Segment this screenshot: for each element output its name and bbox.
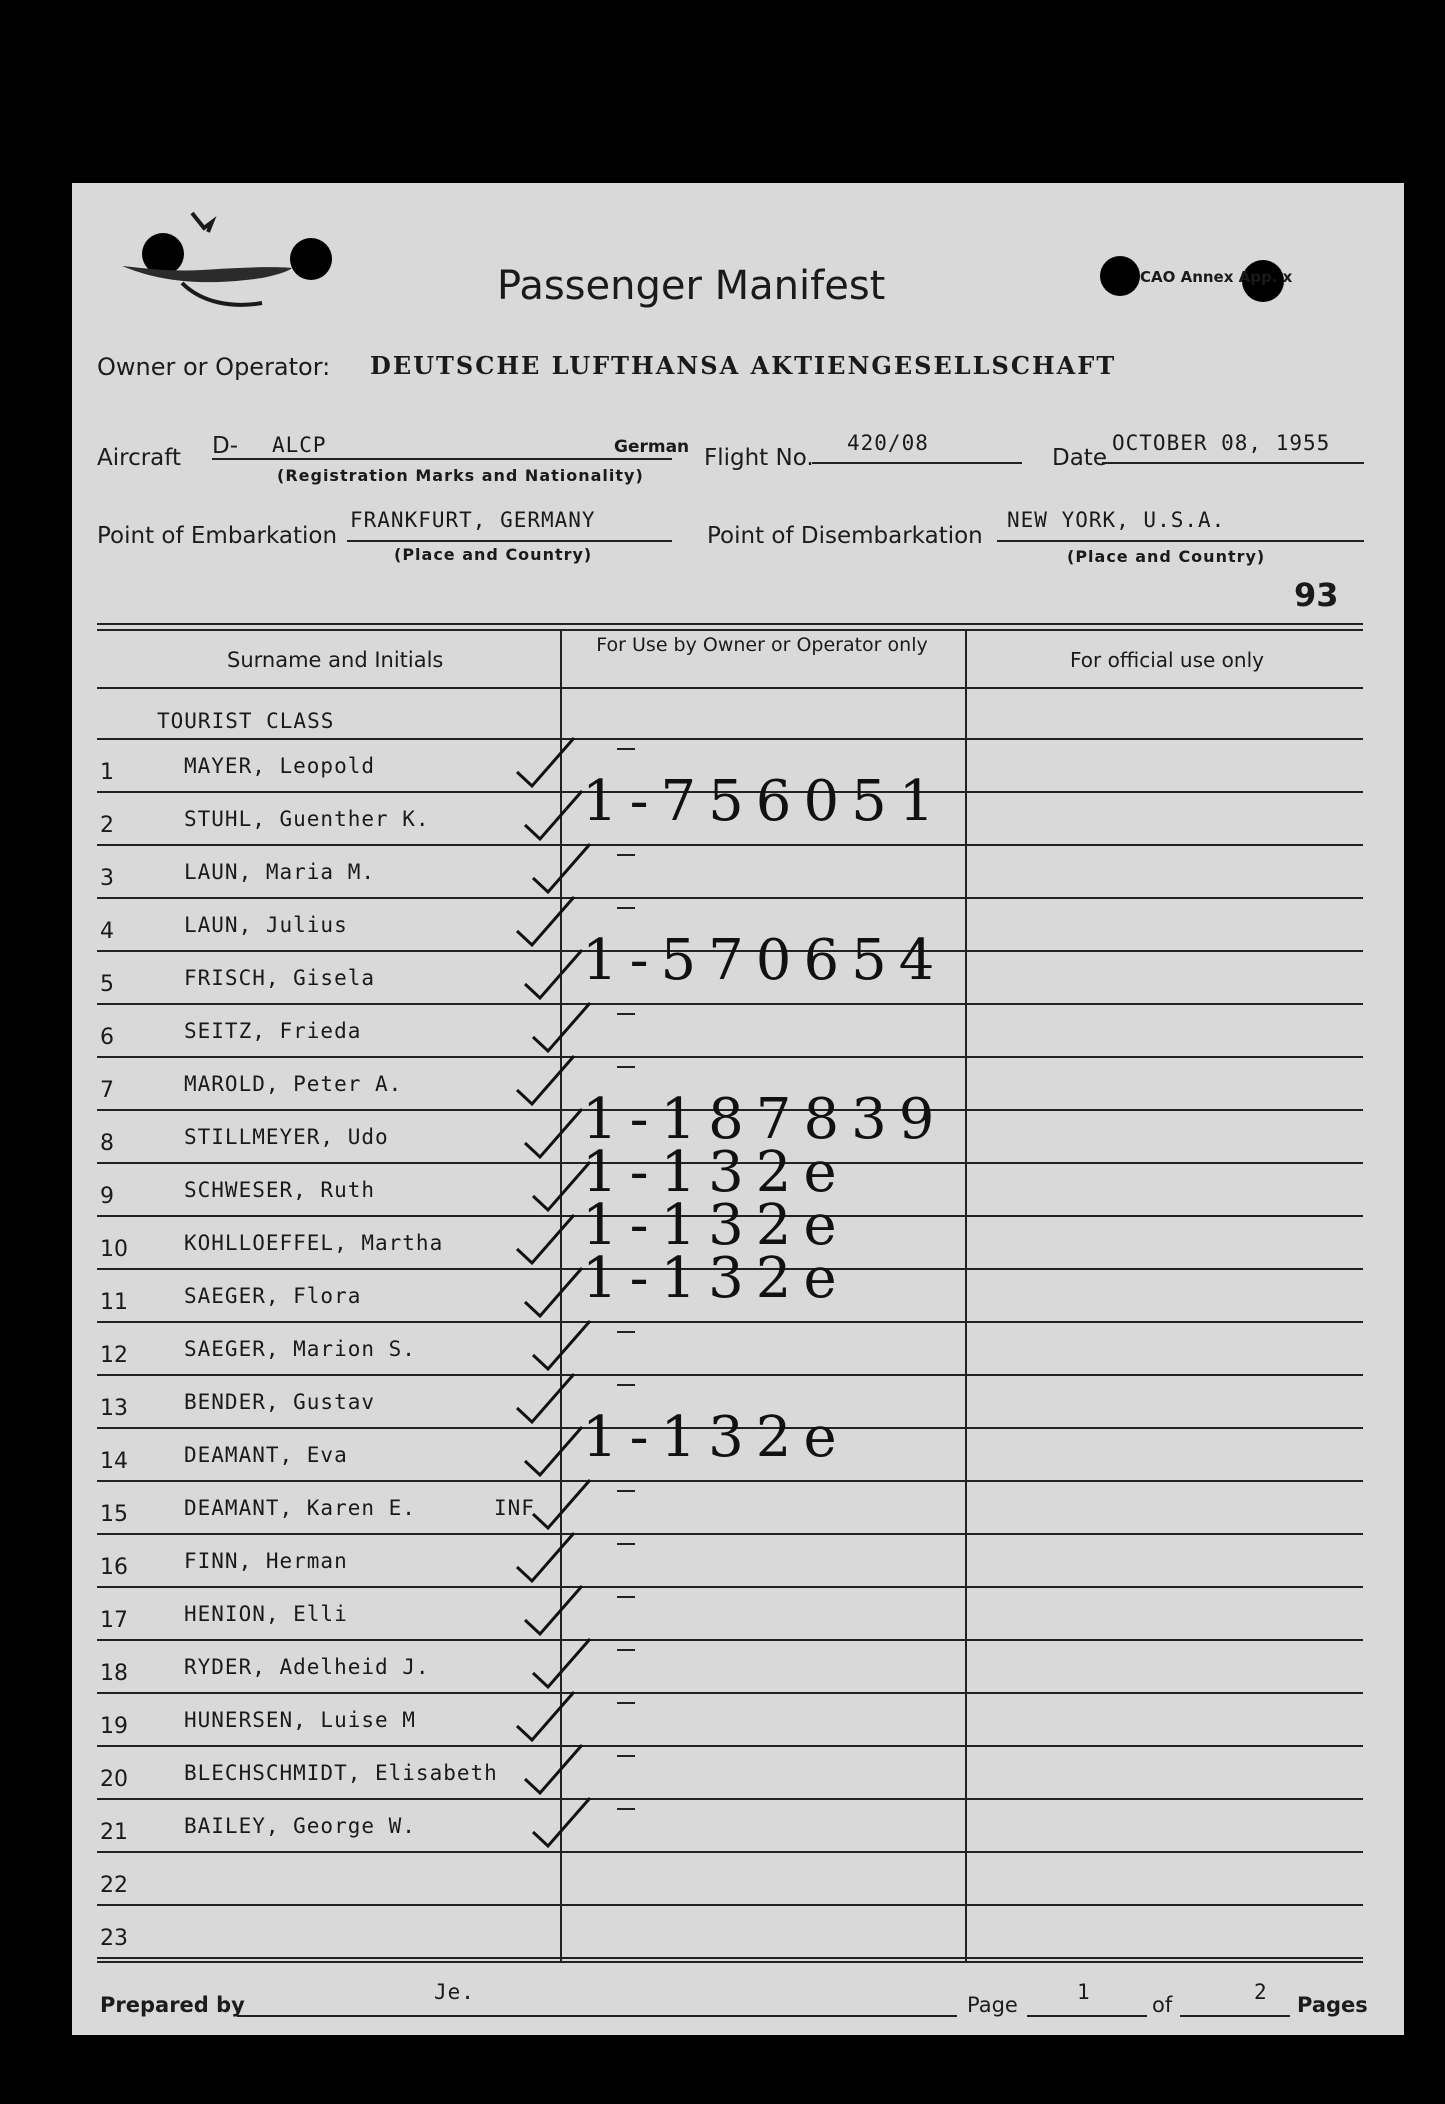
- row-number: 23: [100, 1926, 128, 1951]
- aircraft-nationality: German: [614, 437, 690, 457]
- row-number: 5: [100, 972, 114, 997]
- row-number: 3: [100, 866, 114, 891]
- header-bottom-rule: [97, 687, 1363, 689]
- check-mark-icon: [520, 1105, 590, 1165]
- dash-mark: [617, 1384, 635, 1386]
- row-number: 20: [100, 1767, 128, 1792]
- ticket-number: 1-756051: [582, 769, 947, 834]
- dash-mark: [617, 1755, 635, 1757]
- check-mark-icon: [512, 893, 582, 953]
- dash-mark: [617, 1013, 635, 1015]
- embark-underline: [347, 540, 672, 542]
- dash-mark: [617, 1490, 635, 1492]
- table-bottom-rule: [97, 1961, 1363, 1963]
- check-mark-icon: [528, 999, 598, 1059]
- check-mark-icon: [520, 787, 590, 847]
- passenger-name: LAUN, Maria M.: [184, 860, 376, 884]
- row-number: 21: [100, 1820, 128, 1845]
- row-number: 6: [100, 1025, 114, 1050]
- row-rule: [97, 897, 1363, 899]
- row-number: 4: [100, 919, 114, 944]
- passenger-name: DEAMANT, Karen E.: [184, 1496, 416, 1520]
- sheet-number: 93: [1294, 576, 1339, 614]
- row-rule: [97, 1639, 1363, 1641]
- row-number: 10: [100, 1237, 128, 1262]
- row-number: 16: [100, 1555, 128, 1580]
- dash-mark: [617, 748, 635, 750]
- prepared-label: Prepared by: [100, 1993, 245, 2017]
- embark-label: Point of Embarkation: [97, 523, 338, 549]
- disembark-caption: (Place and Country): [1067, 547, 1266, 566]
- ticket-number: 1-570654: [582, 928, 947, 993]
- aircraft-caption: (Registration Marks and Nationality): [277, 466, 644, 485]
- row-number: 18: [100, 1661, 128, 1686]
- row-number: 8: [100, 1131, 114, 1156]
- row-number: 7: [100, 1078, 114, 1103]
- dash-mark: [617, 1808, 635, 1810]
- aircraft-registration: ALCP: [272, 433, 327, 457]
- column-header-name: Surname and Initials: [227, 648, 444, 672]
- annex-note: CAO Annex App. x: [1140, 268, 1293, 286]
- row-rule: [97, 1003, 1363, 1005]
- passenger-note: INF: [494, 1496, 535, 1520]
- embark-caption: (Place and Country): [394, 545, 593, 564]
- check-mark-icon: [520, 946, 590, 1006]
- check-mark-icon: [512, 1529, 582, 1589]
- dash-mark: [617, 1331, 635, 1333]
- date-underline: [1102, 462, 1364, 464]
- passenger-name: SAEGER, Marion S.: [184, 1337, 416, 1361]
- column-header-official: For official use only: [1070, 648, 1264, 672]
- passenger-name: DEAMANT, Eva: [184, 1443, 348, 1467]
- check-mark-icon: [520, 1264, 590, 1324]
- pages-label: Pages: [1297, 1993, 1368, 2017]
- check-mark-icon: [528, 1794, 598, 1854]
- passenger-name: BLECHSCHMIDT, Elisabeth: [184, 1761, 498, 1785]
- prepared-value: Je.: [434, 1980, 475, 2004]
- passenger-name: RYDER, Adelheid J.: [184, 1655, 430, 1679]
- flight-number: 420/08: [847, 431, 929, 455]
- row-number: 1: [100, 760, 114, 785]
- flight-underline: [812, 462, 1022, 464]
- row-rule: [97, 1692, 1363, 1694]
- date-label: Date: [1052, 445, 1107, 471]
- check-mark-icon: [528, 1317, 598, 1377]
- prepared-underline: [237, 2015, 957, 2017]
- page-underline: [1027, 2015, 1147, 2017]
- manifest-sheet: [72, 183, 1404, 2035]
- flight-label: Flight No.: [704, 445, 814, 471]
- check-mark-icon: [520, 1423, 590, 1483]
- check-mark-icon: [512, 1370, 582, 1430]
- passenger-name: LAUN, Julius: [184, 913, 348, 937]
- disembark-label: Point of Disembarkation: [707, 523, 983, 549]
- passenger-name: STILLMEYER, Udo: [184, 1125, 389, 1149]
- dash-mark: [617, 1596, 635, 1598]
- dash-mark: [617, 1649, 635, 1651]
- passenger-name: BAILEY, George W.: [184, 1814, 416, 1838]
- dash-mark: [617, 1066, 635, 1068]
- check-mark-icon: [528, 1635, 598, 1695]
- row-rule: [97, 1056, 1363, 1058]
- row-rule: [97, 1586, 1363, 1588]
- pages-value: 2: [1254, 1980, 1268, 2004]
- row-rule: [97, 1374, 1363, 1376]
- row-number: 9: [100, 1184, 114, 1209]
- row-rule: [97, 1480, 1363, 1482]
- document-title: Passenger Manifest: [497, 263, 886, 309]
- row-number: 22: [100, 1873, 128, 1898]
- passenger-name: FRISCH, Gisela: [184, 966, 376, 990]
- aircraft-prefix: D-: [212, 433, 239, 459]
- row-number: 13: [100, 1396, 128, 1421]
- row-number: 2: [100, 813, 114, 838]
- check-mark-icon: [528, 840, 598, 900]
- disembark-value: NEW YORK, U.S.A.: [1007, 508, 1226, 532]
- punch-hole: [1100, 256, 1140, 296]
- row-number: 11: [100, 1290, 128, 1315]
- aircraft-label: Aircraft: [97, 445, 181, 471]
- check-mark-icon: [520, 1582, 590, 1642]
- row-rule: [97, 1533, 1363, 1535]
- ticket-number: 1-132e: [582, 1193, 849, 1258]
- row-rule: [97, 1321, 1363, 1323]
- dash-mark: [617, 854, 635, 856]
- check-mark-icon: [512, 1211, 582, 1271]
- table-top-rule: [97, 629, 1363, 631]
- passenger-name: SCHWESER, Ruth: [184, 1178, 376, 1202]
- row-number: 15: [100, 1502, 128, 1527]
- row-rule: [97, 1798, 1363, 1800]
- passenger-name: BENDER, Gustav: [184, 1390, 376, 1414]
- aircraft-underline: [212, 458, 672, 460]
- row-rule: [97, 844, 1363, 846]
- embark-value: FRANKFURT, GERMANY: [350, 508, 596, 532]
- of-label: of: [1152, 1993, 1173, 2017]
- dash-mark: [617, 1543, 635, 1545]
- page-value: 1: [1077, 1980, 1091, 2004]
- row-number: 17: [100, 1608, 128, 1633]
- check-mark-icon: [520, 1741, 590, 1801]
- disembark-underline: [997, 540, 1364, 542]
- ticket-number: 1-132e: [582, 1405, 849, 1470]
- passenger-name: KOHLLOEFFEL, Martha: [184, 1231, 444, 1255]
- row-rule: [97, 1745, 1363, 1747]
- check-mark-icon: [512, 734, 582, 794]
- passenger-name: HENION, Elli: [184, 1602, 348, 1626]
- ticket-number: 1-132e: [582, 1246, 849, 1311]
- column-divider: [965, 631, 967, 1963]
- row-rule: [97, 1904, 1363, 1906]
- row-number: 12: [100, 1343, 128, 1368]
- lufthansa-crane-logo: [112, 208, 302, 318]
- row-rule: [97, 738, 1363, 740]
- page-label: Page: [967, 1993, 1018, 2017]
- passenger-name: SAEGER, Flora: [184, 1284, 362, 1308]
- column-header-owner: For Use by Owner or Operator only: [596, 634, 928, 656]
- of-underline: [1180, 2015, 1290, 2017]
- row-number: 19: [100, 1714, 128, 1739]
- passenger-name: SEITZ, Frieda: [184, 1019, 362, 1043]
- date-value: OCTOBER 08, 1955: [1112, 431, 1331, 455]
- check-mark-icon: [512, 1688, 582, 1748]
- table-top-rule: [97, 623, 1363, 625]
- owner-value: DEUTSCHE LUFTHANSA AKTIENGESELLSCHAFT: [370, 351, 1117, 380]
- passenger-name: STUHL, Guenther K.: [184, 807, 430, 831]
- row-number: 14: [100, 1449, 128, 1474]
- passenger-name: HUNERSEN, Luise M: [184, 1708, 416, 1732]
- check-mark-icon: [512, 1052, 582, 1112]
- passenger-name: MAROLD, Peter A.: [184, 1072, 403, 1096]
- row-rule: [97, 1957, 1363, 1959]
- row-rule: [97, 1851, 1363, 1853]
- owner-label: Owner or Operator:: [97, 353, 331, 381]
- passenger-name: FINN, Herman: [184, 1549, 348, 1573]
- ticket-number: 1-187839: [582, 1087, 947, 1152]
- dash-mark: [617, 1702, 635, 1704]
- class-label: TOURIST CLASS: [157, 709, 335, 733]
- passenger-name: MAYER, Leopold: [184, 754, 376, 778]
- check-mark-icon: [528, 1476, 598, 1536]
- dash-mark: [617, 907, 635, 909]
- ticket-number: 1-132e: [582, 1140, 849, 1205]
